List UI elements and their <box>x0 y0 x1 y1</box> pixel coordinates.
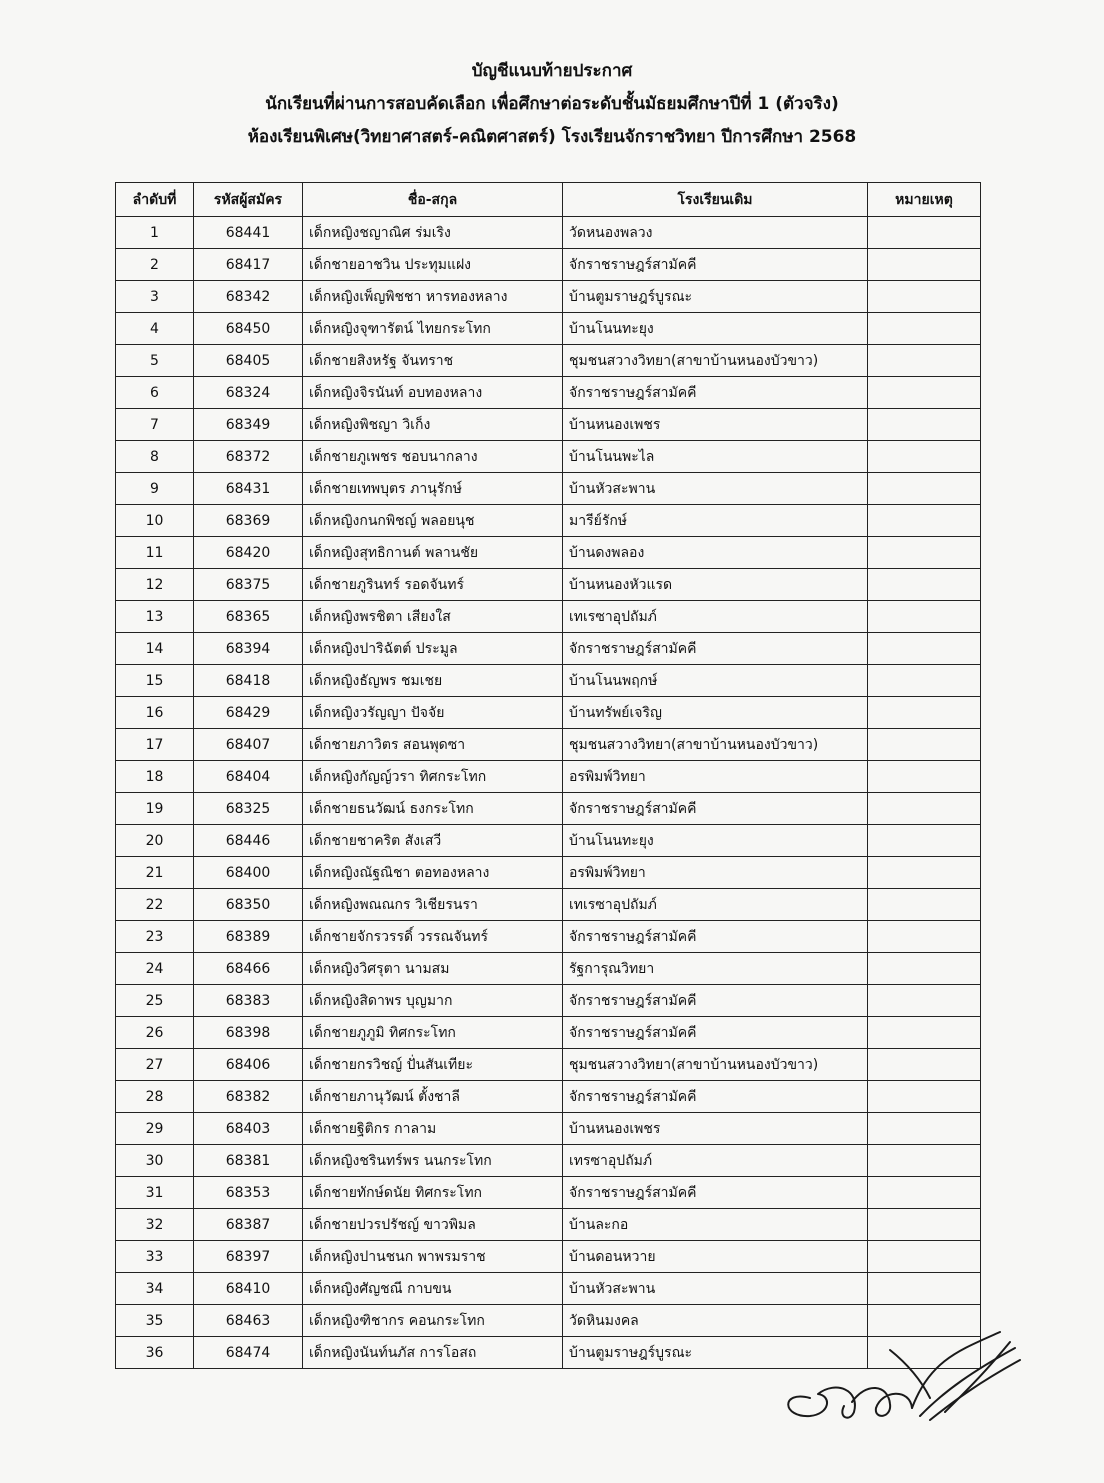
previous-school: บ้านโนนพฤกษ์ <box>563 665 868 697</box>
row-number: 13 <box>116 601 194 633</box>
applicant-id: 68417 <box>194 249 303 281</box>
student-name: เด็กหญิงธัญพร ชมเชย <box>303 665 563 697</box>
student-name: เด็กหญิงศัญชณี กาบขน <box>303 1273 563 1305</box>
applicant-id: 68431 <box>194 473 303 505</box>
applicant-id: 68372 <box>194 441 303 473</box>
document-header <box>0 55 1104 154</box>
row-number: 2 <box>116 249 194 281</box>
previous-school: บ้านหนองเพชร <box>563 409 868 441</box>
remark <box>868 249 981 281</box>
table-row <box>116 697 981 729</box>
table-row <box>116 409 981 441</box>
student-name: เด็กหญิงปานชนก พาพรมราช <box>303 1241 563 1273</box>
table-row <box>116 217 981 249</box>
remark <box>868 313 981 345</box>
applicant-id: 68441 <box>194 217 303 249</box>
applicant-id: 68397 <box>194 1241 303 1273</box>
previous-school: เทรซาอุปถัมภ์ <box>563 1145 868 1177</box>
previous-school: บ้านทรัพย์เจริญ <box>563 697 868 729</box>
applicant-id: 68369 <box>194 505 303 537</box>
row-number: 10 <box>116 505 194 537</box>
row-number: 9 <box>116 473 194 505</box>
student-name: เด็กหญิงพรชิตา เสียงใส <box>303 601 563 633</box>
column-header-school: โรงเรียนเดิม <box>563 183 868 217</box>
table-header <box>116 183 981 217</box>
remark <box>868 921 981 953</box>
table-row <box>116 345 981 377</box>
student-name: เด็กชายฐิติกร กาลาม <box>303 1113 563 1145</box>
remark <box>868 825 981 857</box>
student-name: เด็กชายสิงหรัฐ จันทราช <box>303 345 563 377</box>
student-name: เด็กชายธนวัฒน์ ธงกระโทก <box>303 793 563 825</box>
table-row <box>116 921 981 953</box>
row-number: 27 <box>116 1049 194 1081</box>
row-number: 31 <box>116 1177 194 1209</box>
previous-school: รัฐการุณวิทยา <box>563 953 868 985</box>
remark <box>868 377 981 409</box>
student-name: เด็กหญิงชรินทร์พร นนกระโทก <box>303 1145 563 1177</box>
student-name: เด็กชายเทพบุตร ภานุรักษ์ <box>303 473 563 505</box>
row-number: 5 <box>116 345 194 377</box>
previous-school: บ้านหนองหัวแรด <box>563 569 868 601</box>
student-name: เด็กชายภูรินทร์ รอดจันทร์ <box>303 569 563 601</box>
previous-school: จักราชราษฎร์สามัคคี <box>563 377 868 409</box>
table-row <box>116 249 981 281</box>
student-name: เด็กชายปวรปรัชญ์ ขาวพิมล <box>303 1209 563 1241</box>
header-subtitle: นักเรียนที่ผ่านการสอบคัดเลือก เพื่อศึกษาต่อระดับชั้นมัธยมศึกษาปีที่ 1 (ตัวจริง) <box>265 94 839 114</box>
remark <box>868 1049 981 1081</box>
row-number: 18 <box>116 761 194 793</box>
previous-school: วัดหนองพลวง <box>563 217 868 249</box>
remark <box>868 217 981 249</box>
remark <box>868 1113 981 1145</box>
applicant-id: 68407 <box>194 729 303 761</box>
previous-school: บ้านหัวสะพาน <box>563 473 868 505</box>
student-name: เด็กชายชาคริต สังเสวี <box>303 825 563 857</box>
previous-school: บ้านโนนพะไล <box>563 441 868 473</box>
applicant-id: 68406 <box>194 1049 303 1081</box>
previous-school: บ้านหัวสะพาน <box>563 1273 868 1305</box>
student-name: เด็กหญิงสุทธิกานต์ พลานชัย <box>303 537 563 569</box>
row-number: 22 <box>116 889 194 921</box>
row-number: 20 <box>116 825 194 857</box>
previous-school: มารีย์รักษ์ <box>563 505 868 537</box>
applicant-id: 68404 <box>194 761 303 793</box>
student-name: เด็กหญิงนันท์นภัส การโอสถ <box>303 1337 563 1369</box>
table-row <box>116 665 981 697</box>
table-row <box>116 825 981 857</box>
row-number: 24 <box>116 953 194 985</box>
student-name: เด็กหญิงปาริฉัตต์ ประมูล <box>303 633 563 665</box>
student-name: เด็กหญิงพิชญา วิเก็ง <box>303 409 563 441</box>
student-name: เด็กหญิงวรัญญา ปัจจัย <box>303 697 563 729</box>
applicant-id: 68463 <box>194 1305 303 1337</box>
previous-school: บ้านตูมราษฎร์บูรณะ <box>563 281 868 313</box>
applicant-id: 68350 <box>194 889 303 921</box>
previous-school: บ้านโนนทะยุง <box>563 313 868 345</box>
applicant-id: 68400 <box>194 857 303 889</box>
table-row <box>116 889 981 921</box>
row-number: 32 <box>116 1209 194 1241</box>
row-number: 28 <box>116 1081 194 1113</box>
remark <box>868 505 981 537</box>
row-number: 23 <box>116 921 194 953</box>
previous-school: อรพิมพ์วิทยา <box>563 857 868 889</box>
remark <box>868 1241 981 1273</box>
remark <box>868 1209 981 1241</box>
applicant-id: 68398 <box>194 1017 303 1049</box>
header-title: บัญชีแนบท้ายประกาศ <box>471 61 633 81</box>
column-header-remark: หมายเหตุ <box>868 183 981 217</box>
row-number: 11 <box>116 537 194 569</box>
previous-school: วัดหินมงคล <box>563 1305 868 1337</box>
remark <box>868 281 981 313</box>
remark <box>868 1081 981 1113</box>
table-row <box>116 1049 981 1081</box>
previous-school: บ้านละกอ <box>563 1209 868 1241</box>
table-row <box>116 953 981 985</box>
applicant-id: 68474 <box>194 1337 303 1369</box>
applicant-id: 68466 <box>194 953 303 985</box>
row-number: 1 <box>116 217 194 249</box>
applicant-id: 68342 <box>194 281 303 313</box>
applicant-id: 68387 <box>194 1209 303 1241</box>
row-number: 26 <box>116 1017 194 1049</box>
table-row <box>116 377 981 409</box>
row-number: 15 <box>116 665 194 697</box>
table-row <box>116 633 981 665</box>
table-row <box>116 729 981 761</box>
remark <box>868 857 981 889</box>
header-row <box>116 183 981 217</box>
column-header-name: ชื่อ-สกุล <box>303 183 563 217</box>
previous-school: อรพิมพ์วิทยา <box>563 761 868 793</box>
applicant-id: 68365 <box>194 601 303 633</box>
table-row <box>116 1241 981 1273</box>
previous-school: ชุมชนสวางวิทยา(สาขาบ้านหนองบัวขาว) <box>563 1049 868 1081</box>
row-number: 3 <box>116 281 194 313</box>
remark <box>868 761 981 793</box>
remark <box>868 1273 981 1305</box>
table-row <box>116 1177 981 1209</box>
remark <box>868 985 981 1017</box>
remark <box>868 793 981 825</box>
table-row <box>116 793 981 825</box>
previous-school: จักราชราษฎร์สามัคคี <box>563 793 868 825</box>
table-row <box>116 473 981 505</box>
row-number: 29 <box>116 1113 194 1145</box>
remark <box>868 441 981 473</box>
signature <box>770 1320 1030 1430</box>
remark <box>868 697 981 729</box>
remark <box>868 345 981 377</box>
row-number: 21 <box>116 857 194 889</box>
table-row <box>116 1145 981 1177</box>
student-name: เด็กหญิงกนกพิชญ์ พลอยนุช <box>303 505 563 537</box>
previous-school: จักราชราษฎร์สามัคคี <box>563 633 868 665</box>
table-row <box>116 1209 981 1241</box>
row-number: 35 <box>116 1305 194 1337</box>
student-name: เด็กหญิงสิดาพร บุญมาก <box>303 985 563 1017</box>
column-header-no: ลำดับที่ <box>116 183 194 217</box>
row-number: 19 <box>116 793 194 825</box>
table-row <box>116 857 981 889</box>
student-name: เด็กหญิงวิศรุตา นามสม <box>303 953 563 985</box>
previous-school: ชุมชนสวางวิทยา(สาขาบ้านหนองบัวขาว) <box>563 729 868 761</box>
table-row <box>116 1081 981 1113</box>
applicant-id: 68429 <box>194 697 303 729</box>
row-number: 8 <box>116 441 194 473</box>
remark <box>868 409 981 441</box>
applicant-id: 68420 <box>194 537 303 569</box>
previous-school: จักราชราษฎร์สามัคคี <box>563 1081 868 1113</box>
remark <box>868 1145 981 1177</box>
applicant-id: 68324 <box>194 377 303 409</box>
table-row <box>116 761 981 793</box>
remark <box>868 1177 981 1209</box>
table-row <box>116 441 981 473</box>
applicant-id: 68389 <box>194 921 303 953</box>
student-list-table <box>115 182 981 1369</box>
student-name: เด็กหญิงณัฐณิชา ตอทองหลาง <box>303 857 563 889</box>
row-number: 17 <box>116 729 194 761</box>
row-number: 14 <box>116 633 194 665</box>
applicant-id: 68383 <box>194 985 303 1017</box>
applicant-id: 68349 <box>194 409 303 441</box>
previous-school: ชุมชนสวางวิทยา(สาขาบ้านหนองบัวขาว) <box>563 345 868 377</box>
applicant-id: 68446 <box>194 825 303 857</box>
applicant-id: 68394 <box>194 633 303 665</box>
row-number: 7 <box>116 409 194 441</box>
table-row <box>116 1273 981 1305</box>
table-row <box>116 569 981 601</box>
applicant-id: 68450 <box>194 313 303 345</box>
previous-school: บ้านดงพลอง <box>563 537 868 569</box>
previous-school: บ้านดอนหวาย <box>563 1241 868 1273</box>
table-row <box>116 1017 981 1049</box>
remark <box>868 729 981 761</box>
student-name: เด็กหญิงจิรนันท์ อบทองหลาง <box>303 377 563 409</box>
column-header-applicant-id: รหัสผู้สมัคร <box>194 183 303 217</box>
previous-school: บ้านโนนทะยุง <box>563 825 868 857</box>
row-number: 6 <box>116 377 194 409</box>
previous-school: จักราชราษฎร์สามัคคี <box>563 921 868 953</box>
applicant-id: 68382 <box>194 1081 303 1113</box>
remark <box>868 537 981 569</box>
student-name: เด็กชายกรวิชญ์ ปั่นสันเทียะ <box>303 1049 563 1081</box>
table-row <box>116 601 981 633</box>
row-number: 16 <box>116 697 194 729</box>
student-name: เด็กหญิงพณณกร วิเชียรนรา <box>303 889 563 921</box>
previous-school: จักราชราษฎร์สามัคคี <box>563 1017 868 1049</box>
previous-school: เทเรซาอุปถัมภ์ <box>563 889 868 921</box>
row-number: 25 <box>116 985 194 1017</box>
applicant-id: 68410 <box>194 1273 303 1305</box>
table-row <box>116 281 981 313</box>
row-number: 36 <box>116 1337 194 1369</box>
table-row <box>116 313 981 345</box>
applicant-id: 68418 <box>194 665 303 697</box>
previous-school: เทเรซาอุปถัมภ์ <box>563 601 868 633</box>
previous-school: บ้านหนองเพชร <box>563 1113 868 1145</box>
row-number: 4 <box>116 313 194 345</box>
header-school-line: ห้องเรียนพิเศษ(วิทยาศาสตร์-คณิตศาสตร์) โรงเรียนจักราชวิทยา ปีการศึกษา 2568 <box>247 127 857 147</box>
remark <box>868 1017 981 1049</box>
previous-school: จักราชราษฎร์สามัคคี <box>563 985 868 1017</box>
remark <box>868 665 981 697</box>
table-row <box>116 985 981 1017</box>
table-body <box>116 217 981 1369</box>
previous-school: บ้านตูมราษฎร์บูรณะ <box>563 1337 868 1369</box>
table-row <box>116 537 981 569</box>
remark <box>868 473 981 505</box>
student-name: เด็กหญิงกัญญ์วรา ทิศกระโทก <box>303 761 563 793</box>
row-number: 33 <box>116 1241 194 1273</box>
previous-school: จักราชราษฎร์สามัคคี <box>563 249 868 281</box>
student-name: เด็กชายอาชวิน ประทุมแฝง <box>303 249 563 281</box>
student-name: เด็กชายภานุวัฒน์ ตั้งชาลี <box>303 1081 563 1113</box>
applicant-id: 68405 <box>194 345 303 377</box>
student-name: เด็กหญิงชญาณิศ ร่มเริง <box>303 217 563 249</box>
applicant-id: 68375 <box>194 569 303 601</box>
student-name: เด็กชายภาวิตร สอนพุดซา <box>303 729 563 761</box>
table-row <box>116 505 981 537</box>
remark <box>868 953 981 985</box>
table-row <box>116 1113 981 1145</box>
remark <box>868 569 981 601</box>
remark <box>868 889 981 921</box>
applicant-id: 68403 <box>194 1113 303 1145</box>
student-name: เด็กชายภูเพชร ชอบนากลาง <box>303 441 563 473</box>
student-name: เด็กหญิงจุฑารัตน์ ไทยกระโทก <box>303 313 563 345</box>
student-name: เด็กหญิงเพ็ญพิชชา หารทองหลาง <box>303 281 563 313</box>
student-name: เด็กชายจักรวรรดิ์ วรรณจันทร์ <box>303 921 563 953</box>
row-number: 12 <box>116 569 194 601</box>
row-number: 34 <box>116 1273 194 1305</box>
remark <box>868 601 981 633</box>
previous-school: จักราชราษฎร์สามัคคี <box>563 1177 868 1209</box>
remark <box>868 633 981 665</box>
applicant-id: 68325 <box>194 793 303 825</box>
row-number: 30 <box>116 1145 194 1177</box>
applicant-id: 68381 <box>194 1145 303 1177</box>
applicant-id: 68353 <box>194 1177 303 1209</box>
student-name: เด็กหญิงฑิชากร คอนกระโทก <box>303 1305 563 1337</box>
student-name: เด็กชายทักษ์ดนัย ทิศกระโทก <box>303 1177 563 1209</box>
student-name: เด็กชายภูภูมิ ทิศกระโทก <box>303 1017 563 1049</box>
